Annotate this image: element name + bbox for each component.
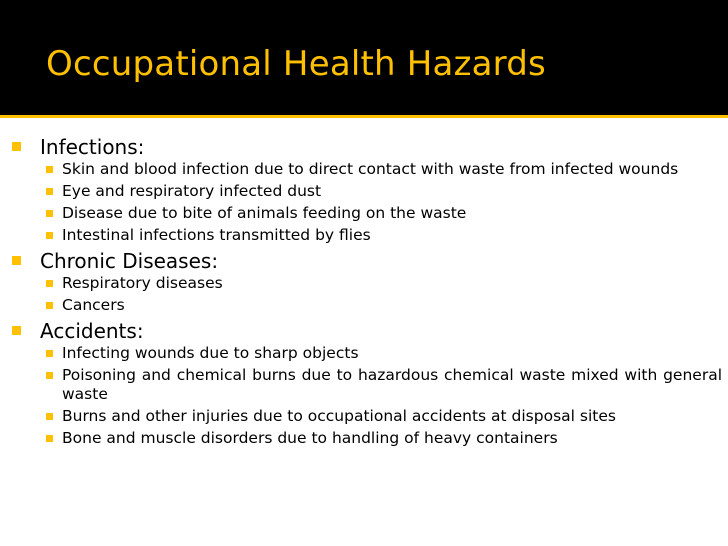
square-bullet-icon xyxy=(46,166,53,173)
sub-bullet-list xyxy=(46,274,728,315)
section-infections xyxy=(0,134,728,245)
square-bullet-icon xyxy=(46,210,53,217)
section-label: Accidents: xyxy=(40,319,144,343)
section-accidents xyxy=(0,318,728,448)
section-heading xyxy=(40,134,728,160)
list-item-text: Skin and blood infection due to direct contact with waste from infected wounds xyxy=(62,160,679,178)
title-bar xyxy=(0,0,728,118)
sub-bullet-list xyxy=(46,160,728,245)
list-item-text: Infecting wounds due to sharp objects xyxy=(62,344,359,362)
list-item-text: Intestinal infections transmitted by flies xyxy=(62,226,371,244)
list-item xyxy=(46,226,722,245)
section-label: Infections: xyxy=(40,135,145,159)
list-item xyxy=(46,407,722,426)
list-item xyxy=(46,160,722,179)
section-heading xyxy=(40,318,728,344)
list-item-text: Respiratory diseases xyxy=(62,274,223,292)
sub-bullet-list xyxy=(46,344,728,448)
slide-title: Occupational Health Hazards xyxy=(46,44,546,84)
list-item-text: Disease due to bite of animals feeding on the waste xyxy=(62,204,467,222)
section-chronic-diseases xyxy=(0,248,728,315)
square-bullet-icon xyxy=(46,302,53,309)
title-underline xyxy=(0,115,728,118)
slide-content xyxy=(0,134,728,451)
square-bullet-icon xyxy=(46,350,53,357)
square-bullet-icon xyxy=(46,280,53,287)
section-label: Chronic Diseases: xyxy=(40,249,219,273)
bullet-list xyxy=(0,134,728,448)
list-item xyxy=(46,204,722,223)
list-item-text: Poisoning and chemical burns due to hazardous chemical waste mixed with general waste xyxy=(62,366,722,403)
list-item-text: Bone and muscle disorders due to handling of heavy containers xyxy=(62,429,558,447)
square-bullet-icon xyxy=(12,326,21,335)
list-item xyxy=(46,366,722,404)
square-bullet-icon xyxy=(12,142,21,151)
list-item xyxy=(46,274,722,293)
square-bullet-icon xyxy=(46,372,53,379)
square-bullet-icon xyxy=(46,413,53,420)
section-heading xyxy=(40,248,728,274)
list-item xyxy=(46,344,722,363)
list-item-text: Burns and other injuries due to occupational accidents at disposal sites xyxy=(62,407,616,425)
list-item xyxy=(46,429,722,448)
square-bullet-icon xyxy=(46,435,53,442)
square-bullet-icon xyxy=(12,256,21,265)
list-item-text: Eye and respiratory infected dust xyxy=(62,182,322,200)
square-bullet-icon xyxy=(46,232,53,239)
list-item xyxy=(46,182,722,201)
square-bullet-icon xyxy=(46,188,53,195)
list-item xyxy=(46,296,722,315)
list-item-text: Cancers xyxy=(62,296,125,314)
